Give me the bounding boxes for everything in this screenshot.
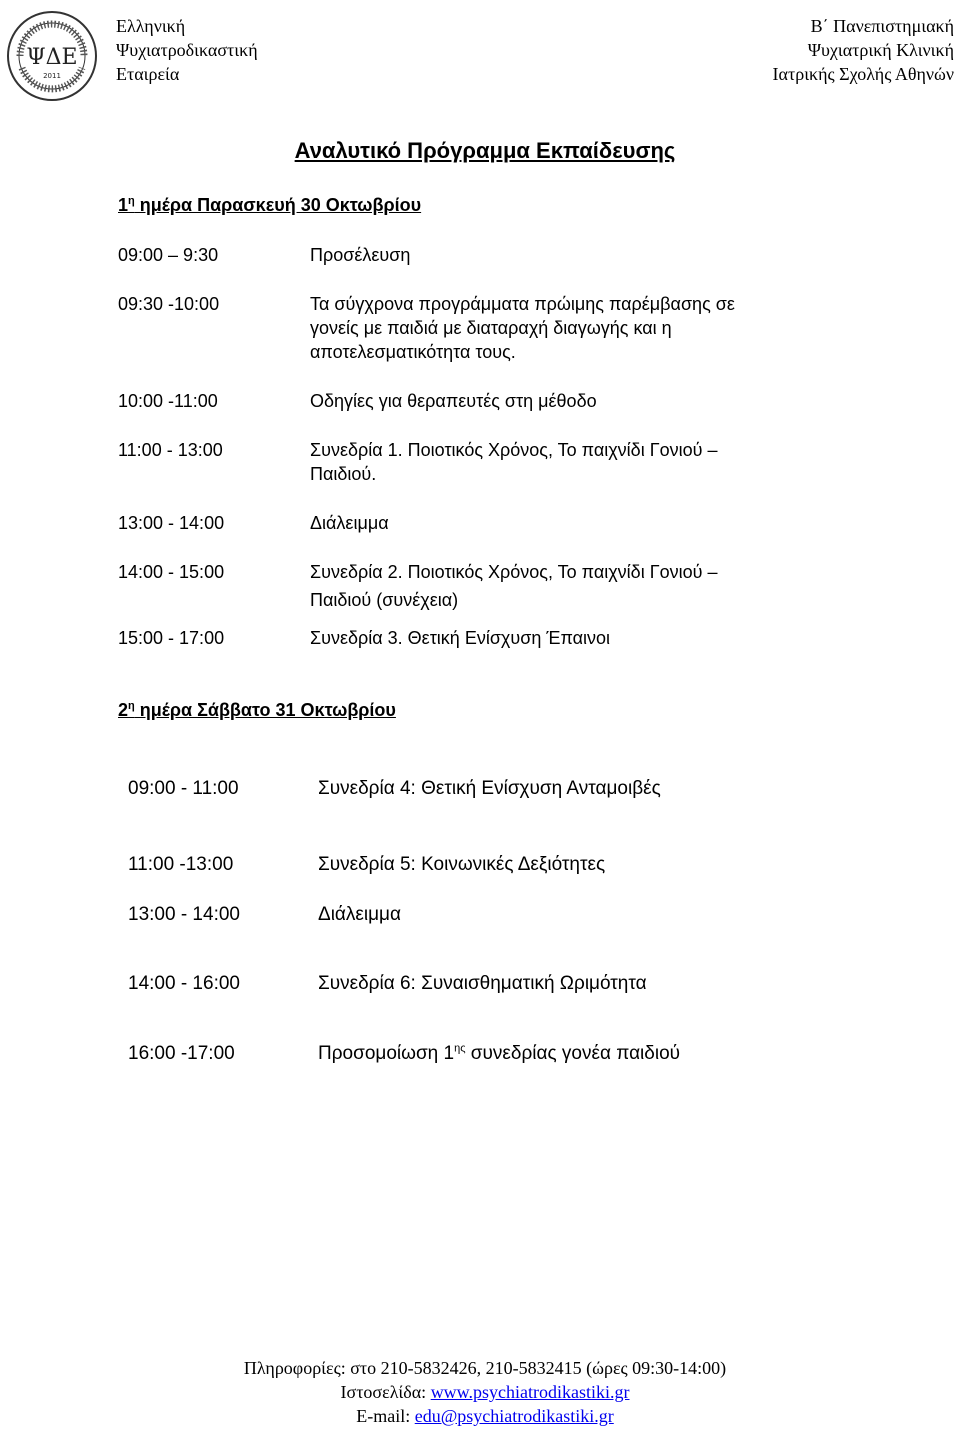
row-time: 09:00 – 9:30 — [118, 245, 219, 265]
day2-sup: η — [128, 700, 135, 712]
row-desc: Διάλειμμα — [310, 513, 389, 533]
header-right-line: Ψυχιατρική Κλινική — [807, 40, 954, 60]
row-time: 10:00 -11:00 — [118, 391, 218, 411]
row-desc: Τα σύγχρονα προγράμματα πρώιμης παρέμβασης σε — [310, 294, 735, 314]
footer-website-line — [0, 1380, 960, 1404]
header-right — [773, 14, 954, 86]
row-desc: Διάλειμμα — [318, 904, 401, 925]
row-time: 13:00 - 14:00 — [128, 904, 240, 925]
day1-heading — [118, 195, 421, 216]
row-time: 15:00 - 17:00 — [118, 628, 225, 648]
row-desc-part: συνεδρίας γονέα παιδιού — [465, 1043, 681, 1064]
society-logo — [6, 10, 98, 102]
row-desc: Παιδιού (συνέχεια) — [310, 590, 459, 610]
header-left-line: Ελληνική — [116, 16, 186, 36]
day1-number: 1 — [118, 195, 129, 215]
row-time: 13:00 - 14:00 — [118, 513, 225, 533]
header-right-line: Ιατρικής Σχολής Αθηνών — [772, 64, 954, 84]
day2-label: ημέρα Σάββατο 31 Οκτωβρίου — [134, 700, 396, 720]
day2-number: 2 — [118, 700, 129, 720]
header-left-line: Ψυχιατροδικαστική — [116, 40, 258, 60]
header-left — [116, 14, 258, 86]
row-desc: γονείς με παιδιά με διαταραχή διαγωγής και η — [310, 318, 672, 338]
row-desc: Συνεδρία 2. Ποιοτικός Χρόνος, Το παιχνίδι Γονιού – — [310, 562, 718, 582]
footer — [0, 1356, 960, 1428]
row-desc: Συνεδρία 1. Ποιοτικός Χρόνος, Το παιχνίδι Γονιού – — [310, 440, 718, 460]
footer-info: Πληροφορίες: στο 210-5832426, 210-5832415 (ώρες 09:30-14:00) — [243, 1358, 727, 1378]
header-right-line: Β΄ Πανεπιστημιακή — [810, 16, 954, 36]
row-desc: Συνεδρία 6: Συναισθηματική Ωριμότητα — [318, 973, 647, 994]
row-desc: Οδηγίες για θεραπευτές στη μέθοδο — [310, 391, 597, 411]
row-time: 14:00 - 15:00 — [118, 562, 225, 582]
website-link[interactable]: www.psychiatrodikastiki.gr — [430, 1382, 630, 1402]
row-time: 09:30 -10:00 — [118, 294, 220, 314]
row-desc-sup: ης — [454, 1042, 466, 1055]
row-desc: Συνεδρία 5: Κοινωνικές Δεξιότητες — [318, 854, 606, 875]
row-desc: Συνεδρία 3. Θετική Ενίσχυση Έπαινοι — [310, 628, 611, 648]
header-left-line: Εταιρεία — [116, 64, 180, 84]
row-time: 11:00 -13:00 — [128, 854, 234, 875]
row-desc: αποτελεσματικότητα τους. — [310, 342, 516, 362]
row-desc-part: Προσομοίωση 1 — [318, 1043, 455, 1064]
day1-label: ημέρα Παρασκευή 30 Οκτωβρίου — [134, 195, 422, 215]
row-desc: Παιδιού. — [310, 464, 377, 484]
footer-website-label: Ιστοσελίδα: — [340, 1382, 431, 1402]
row-desc: Συνεδρία 4: Θετική Ενίσχυση Ανταμοιβές — [318, 778, 661, 799]
email-link[interactable]: edu@psychiatrodikastiki.gr — [414, 1406, 614, 1426]
day2-heading — [118, 700, 396, 721]
row-time: 16:00 -17:00 — [128, 1043, 235, 1064]
row-time: 11:00 - 13:00 — [118, 440, 223, 460]
logo-year: 2011 — [43, 72, 61, 80]
row-time: 09:00 - 11:00 — [128, 778, 239, 799]
page-title: Αναλυτικό Πρόγραμμα Εκπαίδευσης — [294, 138, 676, 163]
logo-text: ΨΔΕ — [26, 45, 78, 70]
footer-email-line — [0, 1404, 960, 1428]
footer-email-label: E-mail: — [356, 1406, 415, 1426]
row-desc: Προσέλευση — [310, 245, 411, 265]
row-time: 14:00 - 16:00 — [128, 973, 240, 994]
row-desc — [318, 1042, 680, 1066]
day1-sup: η — [128, 195, 135, 207]
